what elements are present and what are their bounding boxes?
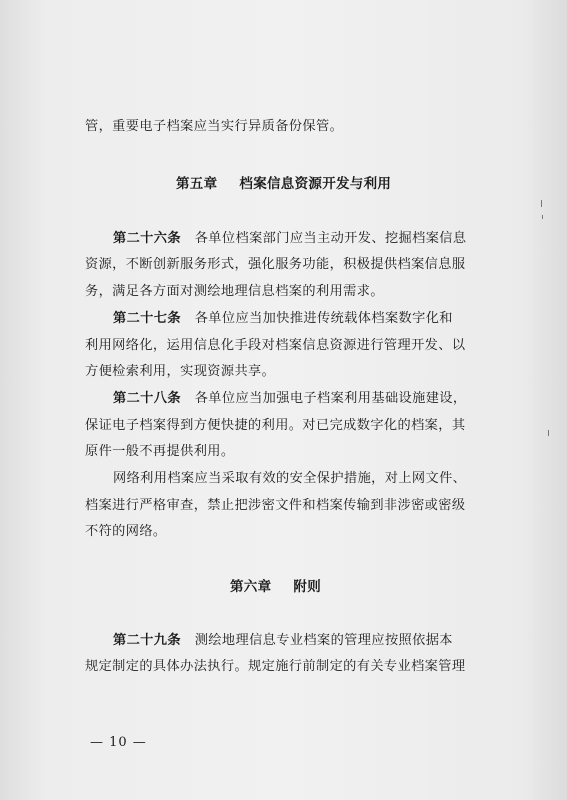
chapter-number: 第五章 [176, 176, 218, 192]
article-text: 各单位档案部门应当主动开发、挖掘档案信息 [194, 231, 467, 246]
scan-mark [542, 215, 543, 219]
article-29-line-2: 规定制定的具体办法执行。规定施行前制定的有关专业档案管理 [85, 659, 466, 674]
article-29-line-1 [113, 632, 453, 650]
article-number: 第二十七条 [113, 311, 181, 326]
scan-mark [548, 430, 549, 436]
article-27-line-3: 方便检索利用，实现资源共享。 [85, 364, 276, 379]
network-paragraph-line-2: 档案进行严格审查，禁止把涉密文件和档案传输到非涉密或密级 [85, 498, 466, 513]
chapter-number: 第六章 [230, 579, 272, 595]
article-28-line-3: 原件一般不再提供利用。 [85, 444, 235, 459]
article-26-line-1 [113, 230, 466, 248]
article-28-line-1 [113, 390, 466, 408]
network-paragraph-line-3: 不符的网络。 [85, 524, 167, 539]
article-number: 第二十六条 [113, 231, 181, 246]
article-28-line-2: 保证电子档案得到方便快捷的利用。对已完成数字化的档案，其 [85, 418, 466, 433]
article-number: 第二十九条 [113, 633, 181, 648]
scan-mark [541, 200, 542, 207]
body-line: 管，重要电子档案应当实行异质备份保管。 [85, 119, 344, 134]
chapter-heading-5 [176, 175, 391, 193]
article-text: 各单位应当加强电子档案利用基础设施建设， [194, 391, 467, 406]
article-number: 第二十八条 [113, 391, 181, 406]
chapter-heading-6 [230, 578, 321, 596]
page-number: — 10 — [90, 735, 147, 750]
article-27-line-1 [113, 310, 453, 328]
article-26-line-2: 资源，不断创新服务形式，强化服务功能，积极提供档案信息服 [85, 257, 466, 272]
chapter-title: 附则 [293, 579, 322, 595]
article-text: 测绘地理信息专业档案的管理应按照依据本 [194, 633, 453, 648]
article-27-line-2: 利用网络化，运用信息化手段对档案信息资源进行管理开发、以 [85, 338, 466, 353]
article-text: 各单位应当加快推进传统载体档案数字化和 [194, 311, 453, 326]
network-paragraph-line-1: 网络利用档案应当采取有效的安全保护措施，对上网文件、 [113, 471, 467, 486]
chapter-title: 档案信息资源开发与利用 [239, 176, 392, 192]
article-26-line-3: 务，满足各方面对测绘地理信息档案的利用需求。 [85, 284, 384, 299]
